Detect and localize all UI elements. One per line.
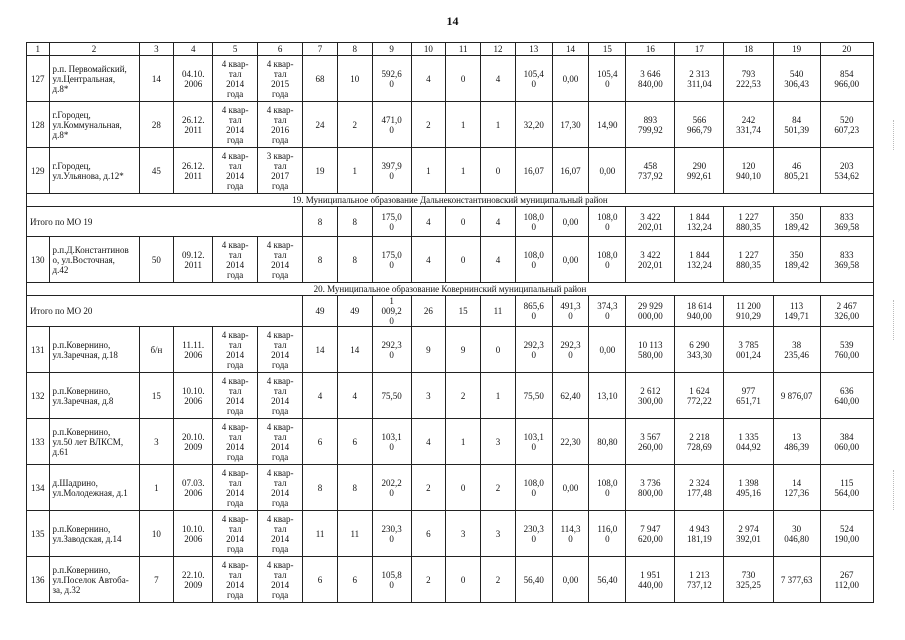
table-cell: 80,80 (589, 419, 626, 465)
table-cell: 4 квар- тал 2014 года (213, 327, 258, 373)
column-number-header: 5 (213, 43, 258, 56)
table-cell: 6 (303, 419, 338, 465)
table-cell: 1 213 737,12 (675, 557, 724, 603)
table-cell: 4 квар- тал 2014 года (213, 557, 258, 603)
table-cell: 1 227 880,35 (724, 237, 773, 283)
table-cell: 4 квар- тал 2014 года (213, 511, 258, 557)
total-row (27, 207, 874, 237)
table-cell: 103,1 0 (372, 419, 411, 465)
total-row (27, 296, 874, 327)
column-number-header: 14 (552, 43, 589, 56)
table-cell: 458 737,92 (626, 148, 675, 194)
table-cell: 230,3 0 (372, 511, 411, 557)
address-cell: р.п.Ковернино, ул.Заречная, д.18 (49, 327, 139, 373)
table-cell: 350 189,42 (773, 207, 820, 237)
table-cell: 1 (337, 148, 372, 194)
table-cell: 2 324 177,48 (675, 465, 724, 511)
table-cell: 114,3 0 (552, 511, 589, 557)
table-cell: 6 (337, 557, 372, 603)
column-number-header: 16 (626, 43, 675, 56)
table-cell: 8 (337, 237, 372, 283)
table-cell: 75,50 (515, 373, 552, 419)
table-cell: 32,20 (515, 102, 552, 148)
table-cell: 136 (27, 557, 50, 603)
table-cell: 203 534,62 (820, 148, 873, 194)
table-cell: 4 (411, 419, 446, 465)
table-cell: 103,1 0 (515, 419, 552, 465)
table-cell: 4 (337, 373, 372, 419)
table-cell: 4 943 181,19 (675, 511, 724, 557)
table-cell: 0 (446, 237, 481, 283)
table-cell: 29 929 000,00 (626, 296, 675, 327)
table-cell: 4 квар- тал 2014 года (213, 148, 258, 194)
table-cell: 0,00 (552, 557, 589, 603)
column-number-header: 17 (675, 43, 724, 56)
table-cell: 45 (139, 148, 174, 194)
table-cell: 3 (139, 419, 174, 465)
table-cell: 0,00 (552, 465, 589, 511)
section-heading: 20. Муниципальное образование Ковернинский муниципальный район (27, 283, 874, 296)
table-cell: 9 876,07 (773, 373, 820, 419)
table-cell: 292,3 0 (552, 327, 589, 373)
table-cell: 62,40 (552, 373, 589, 419)
table-cell: 14,90 (589, 102, 626, 148)
table-cell: 4 квар- тал 2014 года (213, 237, 258, 283)
table-cell: 1 (446, 148, 481, 194)
table-cell: 3 (446, 511, 481, 557)
table-cell: 3 785 001,24 (724, 327, 773, 373)
table-cell: 2 (337, 102, 372, 148)
address-cell: г.Городец, ул.Ульянова, д.12* (49, 148, 139, 194)
table-cell: 977 651,71 (724, 373, 773, 419)
table-cell: 7 (139, 557, 174, 603)
address-cell: г.Городец, ул.Коммунальная, д.8* (49, 102, 139, 148)
section-heading: 19. Муниципальное образование Дальнеконстантиновский муниципальный район (27, 194, 874, 207)
table-cell: 11.11. 2006 (174, 327, 213, 373)
table-cell: 1 (139, 465, 174, 511)
table-cell: 2 612 300,00 (626, 373, 675, 419)
table-cell: 0 (481, 327, 516, 373)
table-cell: 30 046,80 (773, 511, 820, 557)
table-cell: 893 799,92 (626, 102, 675, 148)
table-cell: 11 (481, 296, 516, 327)
table-cell: 4 квар- тал 2014 года (258, 237, 303, 283)
table-cell: 4 (481, 56, 516, 102)
table-cell: 0 (481, 148, 516, 194)
table-cell: 130 (27, 237, 50, 283)
table-cell: 9 (411, 327, 446, 373)
table-cell: 636 640,00 (820, 373, 873, 419)
table-cell: 2 (481, 557, 516, 603)
table-cell: 1 227 880,35 (724, 207, 773, 237)
total-label: Итого по МО 20 (27, 296, 303, 327)
table-cell: 105,8 0 (372, 557, 411, 603)
column-number-header: 11 (446, 43, 481, 56)
table-cell: 11 200 910,29 (724, 296, 773, 327)
table-row (27, 511, 874, 557)
table-cell: 3 422 202,01 (626, 237, 675, 283)
table-cell: 19 (303, 148, 338, 194)
table-cell: 108,0 0 (515, 207, 552, 237)
table-cell: 10.10. 2006 (174, 511, 213, 557)
column-number-header: 10 (411, 43, 446, 56)
table-cell: 4 (411, 56, 446, 102)
table-row (27, 465, 874, 511)
table-cell: 0,00 (552, 56, 589, 102)
table-cell: 4 квар- тал 2014 года (213, 419, 258, 465)
table-cell: 3 646 840,00 (626, 56, 675, 102)
table-cell: 7 377,63 (773, 557, 820, 603)
table-cell: 4 квар- тал 2014 года (258, 419, 303, 465)
table-cell: 4 (481, 237, 516, 283)
table-cell: 6 (411, 511, 446, 557)
table-cell: 4 квар- тал 2014 года (213, 465, 258, 511)
table-cell: 2 (411, 102, 446, 148)
table-cell: 135 (27, 511, 50, 557)
table-cell: 374,3 0 (589, 296, 626, 327)
table-cell: 128 (27, 102, 50, 148)
table-cell: 113 149,71 (773, 296, 820, 327)
section-heading-row (27, 283, 874, 296)
table-cell: 10.10. 2006 (174, 373, 213, 419)
column-number-header: 19 (773, 43, 820, 56)
table-cell: 3 (481, 511, 516, 557)
table-cell: 2 974 392,01 (724, 511, 773, 557)
table-cell: 22,30 (552, 419, 589, 465)
table-cell: 865,6 0 (515, 296, 552, 327)
table-cell: 793 222,53 (724, 56, 773, 102)
page-number: 14 (446, 14, 459, 28)
address-cell: р.п.Д.Константинов о, ул.Восточная, д.42 (49, 237, 139, 283)
table-cell: 1 (481, 373, 516, 419)
table-cell: 1 398 495,16 (724, 465, 773, 511)
column-number-header: 15 (589, 43, 626, 56)
table-cell: 14 (139, 56, 174, 102)
table-cell: 28 (139, 102, 174, 148)
table-cell: 384 060,00 (820, 419, 873, 465)
table-cell: 09.12. 2011 (174, 237, 213, 283)
margin-dots (893, 300, 895, 340)
column-number-header: 2 (49, 43, 139, 56)
table-cell: 4 (411, 237, 446, 283)
table-cell: 50 (139, 237, 174, 283)
table-cell: 4 (303, 373, 338, 419)
table-cell: 4 квар- тал 2014 года (213, 102, 258, 148)
table-cell: 3 (481, 419, 516, 465)
table-cell: 4 (411, 207, 446, 237)
total-label: Итого по МО 19 (27, 207, 303, 237)
table-cell: 730 325,25 (724, 557, 773, 603)
table-cell: 592,6 0 (372, 56, 411, 102)
column-number-header: 20 (820, 43, 873, 56)
table-cell: 3 736 800,00 (626, 465, 675, 511)
table-cell: 132 (27, 373, 50, 419)
table-cell: 3 квар- тал 2017 года (258, 148, 303, 194)
table-row (27, 56, 874, 102)
table-cell: 129 (27, 148, 50, 194)
table-cell: 105,4 0 (515, 56, 552, 102)
table-cell: 8 (303, 207, 338, 237)
table-cell: 491,3 0 (552, 296, 589, 327)
table-cell: 4 квар- тал 2016 года (258, 102, 303, 148)
table-cell: 10 (337, 56, 372, 102)
address-cell: р.п.Ковернино, ул.50 лет ВЛКСМ, д.61 (49, 419, 139, 465)
table-cell: 56,40 (515, 557, 552, 603)
table-cell: 1 844 132,24 (675, 207, 724, 237)
table-cell: 15 (446, 296, 481, 327)
table-cell: 4 квар- тал 2014 года (258, 327, 303, 373)
table-cell: 22.10. 2009 (174, 557, 213, 603)
table-cell: 1 (411, 148, 446, 194)
table-cell: 397,9 0 (372, 148, 411, 194)
table-cell: 4 квар- тал 2014 года (258, 465, 303, 511)
table-cell: 49 (337, 296, 372, 327)
table-cell: 108,0 0 (515, 237, 552, 283)
table-cell: 8 (303, 237, 338, 283)
table-cell: 1 844 132,24 (675, 237, 724, 283)
column-number-header: 1 (27, 43, 50, 56)
table-cell: 3 567 260,00 (626, 419, 675, 465)
table-cell: 9 (446, 327, 481, 373)
table-row (27, 148, 874, 194)
table-cell: 14 (303, 327, 338, 373)
table-row (27, 419, 874, 465)
table-cell: 4 квар- тал 2014 года (258, 511, 303, 557)
table-cell: 18 614 940,00 (675, 296, 724, 327)
table-cell: 14 (337, 327, 372, 373)
table-cell: 175,0 0 (372, 237, 411, 283)
table-cell: 13,10 (589, 373, 626, 419)
table-cell: 4 квар- тал 2014 года (258, 373, 303, 419)
table-cell: 0,00 (589, 327, 626, 373)
housing-program-table (26, 42, 874, 603)
column-number-header: 12 (481, 43, 516, 56)
table-cell: 115 564,00 (820, 465, 873, 511)
table-cell: 4 квар- тал 2014 года (213, 56, 258, 102)
table-cell: 0 (446, 465, 481, 511)
table-cell: 8 (337, 465, 372, 511)
table-row (27, 327, 874, 373)
table-cell: 108,0 0 (515, 465, 552, 511)
table-cell: 2 (411, 465, 446, 511)
table-cell: 0,00 (552, 237, 589, 283)
column-number-header: 9 (372, 43, 411, 56)
table-cell: 16,07 (515, 148, 552, 194)
table-cell: 3 (411, 373, 446, 419)
address-cell: д.Шадрино, ул.Молодежная, д.1 (49, 465, 139, 511)
table-cell: 75,50 (372, 373, 411, 419)
table-cell: 4 квар- тал 2014 года (258, 557, 303, 603)
table-cell: 49 (303, 296, 338, 327)
table-cell: 290 992,61 (675, 148, 724, 194)
table-cell: 04.10. 2006 (174, 56, 213, 102)
table-cell: 8 (303, 465, 338, 511)
table-cell: 1 009,2 0 (372, 296, 411, 327)
table-cell: 0 (446, 207, 481, 237)
table-cell: 0,00 (589, 148, 626, 194)
section-heading-row (27, 194, 874, 207)
table-cell: 1 (446, 419, 481, 465)
address-cell: р.п.Ковернино, ул.Поселок Автоба- за, д.32 (49, 557, 139, 603)
table-cell: 520 607,23 (820, 102, 873, 148)
table-cell: 26 (411, 296, 446, 327)
table-cell: 133 (27, 419, 50, 465)
address-cell: р.п.Ковернино, ул.Заводская, д.14 (49, 511, 139, 557)
address-cell: р.п. Первомайский, ул.Центральная, д.8* (49, 56, 139, 102)
table-cell: 230,3 0 (515, 511, 552, 557)
table-cell: 524 190,00 (820, 511, 873, 557)
table-cell: 127 (27, 56, 50, 102)
table-cell: 2 218 728,69 (675, 419, 724, 465)
table-cell: 105,4 0 (589, 56, 626, 102)
table-cell: 566 966,79 (675, 102, 724, 148)
table-row (27, 373, 874, 419)
table-cell: 540 306,43 (773, 56, 820, 102)
table-cell: 833 369,58 (820, 237, 873, 283)
table-cell: 108,0 0 (589, 237, 626, 283)
table-cell: 26.12. 2011 (174, 102, 213, 148)
margin-dots (893, 470, 895, 510)
table-cell: 833 369,58 (820, 207, 873, 237)
table-cell: 8 (337, 207, 372, 237)
table-cell: б/н (139, 327, 174, 373)
table-cell: 84 501,39 (773, 102, 820, 148)
table-cell: 202,2 0 (372, 465, 411, 511)
table-cell: 4 квар- тал 2015 года (258, 56, 303, 102)
table-cell: 7 947 620,00 (626, 511, 675, 557)
table-cell: 116,0 0 (589, 511, 626, 557)
table-cell: 242 331,74 (724, 102, 773, 148)
table-row (27, 557, 874, 603)
address-cell: р.п.Ковернино, ул.Заречная, д.8 (49, 373, 139, 419)
table-cell: 4 (481, 207, 516, 237)
column-number-row (27, 43, 874, 56)
table-cell: 1 (446, 102, 481, 148)
table-cell: 14 127,36 (773, 465, 820, 511)
table-cell: 134 (27, 465, 50, 511)
table-cell: 854 966,00 (820, 56, 873, 102)
table-row (27, 102, 874, 148)
table-cell: 3 422 202,01 (626, 207, 675, 237)
table-cell: 108,0 0 (589, 207, 626, 237)
table-cell: 6 290 343,30 (675, 327, 724, 373)
table-cell: 0 (446, 557, 481, 603)
table-row (27, 237, 874, 283)
table-cell: 16,07 (552, 148, 589, 194)
column-number-header: 7 (303, 43, 338, 56)
column-number-header: 13 (515, 43, 552, 56)
table-cell: 20.10. 2009 (174, 419, 213, 465)
table-cell: 10 113 580,00 (626, 327, 675, 373)
table-cell: 175,0 0 (372, 207, 411, 237)
column-number-header: 6 (258, 43, 303, 56)
table-cell: 10 (139, 511, 174, 557)
table-cell: 24 (303, 102, 338, 148)
table-cell: 1 (481, 102, 516, 148)
table-cell: 17,30 (552, 102, 589, 148)
table-cell: 68 (303, 56, 338, 102)
table-cell: 11 (337, 511, 372, 557)
table-cell: 2 313 311,04 (675, 56, 724, 102)
table-cell: 46 805,21 (773, 148, 820, 194)
table-cell: 131 (27, 327, 50, 373)
table-cell: 292,3 0 (515, 327, 552, 373)
table-cell: 56,40 (589, 557, 626, 603)
column-number-header: 18 (724, 43, 773, 56)
table-cell: 26.12. 2011 (174, 148, 213, 194)
table-cell: 15 (139, 373, 174, 419)
table-cell: 11 (303, 511, 338, 557)
table-cell: 108,0 0 (589, 465, 626, 511)
margin-dots (893, 120, 895, 150)
table-cell: 0 (446, 56, 481, 102)
table-cell: 6 (337, 419, 372, 465)
table-cell: 350 189,42 (773, 237, 820, 283)
table-cell: 1 624 772,22 (675, 373, 724, 419)
table-cell: 07.03. 2006 (174, 465, 213, 511)
column-number-header: 8 (337, 43, 372, 56)
column-number-header: 3 (139, 43, 174, 56)
table-cell: 267 112,00 (820, 557, 873, 603)
table-cell: 13 486,39 (773, 419, 820, 465)
table-cell: 2 467 326,00 (820, 296, 873, 327)
table-cell: 1 335 044,92 (724, 419, 773, 465)
table-cell: 2 (411, 557, 446, 603)
table-cell: 6 (303, 557, 338, 603)
table-cell: 1 951 440,00 (626, 557, 675, 603)
table-cell: 2 (481, 465, 516, 511)
table-cell: 4 квар- тал 2014 года (213, 373, 258, 419)
column-number-header: 4 (174, 43, 213, 56)
table-cell: 539 760,00 (820, 327, 873, 373)
table-cell: 38 235,46 (773, 327, 820, 373)
table-cell: 0,00 (552, 207, 589, 237)
table-cell: 120 940,10 (724, 148, 773, 194)
table-cell: 2 (446, 373, 481, 419)
table-cell: 292,3 0 (372, 327, 411, 373)
table-cell: 471,0 0 (372, 102, 411, 148)
